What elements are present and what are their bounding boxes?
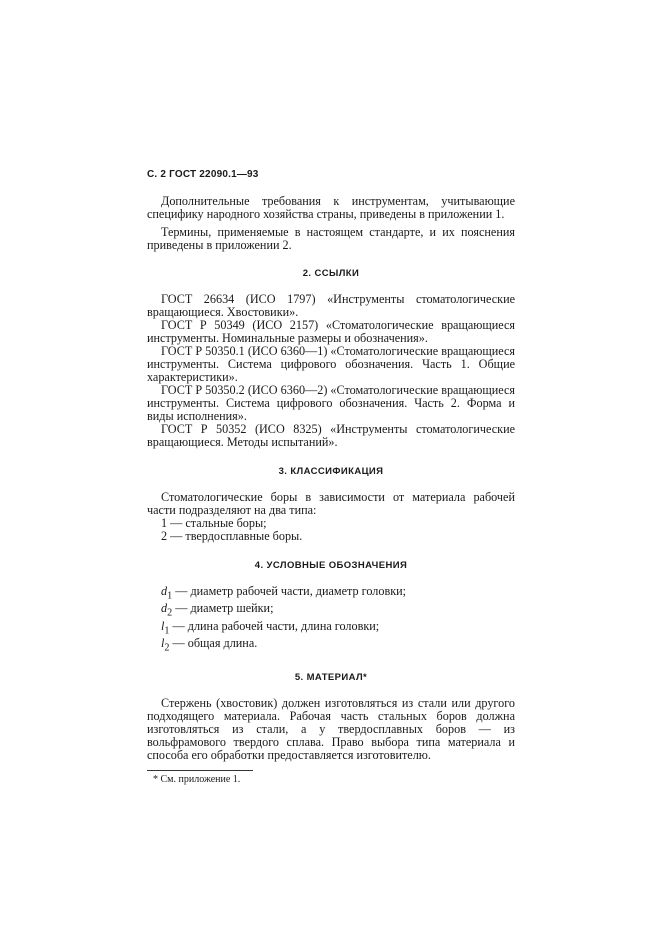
document-body [147, 195, 515, 786]
reference-item: ГОСТ 26634 (ИСО 1797) «Инструменты стоматологические вращающиеся. Хвостовики». [147, 292, 515, 319]
classification-text: Стоматологические боры в зависимости от материала рабочей части подразделяют на два типа: [147, 490, 515, 517]
section-title-classification: 3. КЛАССИФИКАЦИЯ [278, 466, 384, 477]
symbol-subscript: 2 [167, 607, 173, 619]
symbol-description: — общая длина. [169, 636, 258, 651]
section-title-symbols: 4. УСЛОВНЫЕ ОБОЗНАЧЕНИЯ [254, 560, 408, 571]
symbol-subscript: 2 [164, 642, 170, 654]
reference-item: ГОСТ Р 50350.2 (ИСО 6360—2) «Стоматологические вращающиеся инструменты. Система цифрового обозначения. Часть 2. Форма и виды исполнения». [147, 383, 515, 423]
symbol-description: — длина рабочей части, длина головки; [169, 618, 380, 633]
reference-item: ГОСТ Р 50352 (ИСО 8325) «Инструменты стоматологические вращающиеся. Методы испытаний». [147, 422, 515, 449]
symbol-item [147, 585, 515, 602]
page-header: С. 2 ГОСТ 22090.1—93 [147, 169, 259, 180]
symbol-description: — диаметр шейки; [172, 601, 274, 616]
classification-item: 1 — стальные боры; [161, 516, 267, 530]
symbol-subscript: 1 [167, 590, 173, 602]
section-title-references: 2. ССЫЛКИ [302, 268, 360, 279]
symbol: d [161, 584, 168, 598]
footnote: * См. приложение 1. [147, 770, 253, 786]
section-title-material: 5. МАТЕРИАЛ* [294, 671, 368, 683]
symbol: l [161, 618, 165, 633]
symbol-description: — диаметр рабочей части, диаметр головки; [172, 584, 407, 598]
reference-item: ГОСТ Р 50349 (ИСО 2157) «Стоматологические вращающиеся инструменты. Номинальные размеры и обозначения». [147, 318, 515, 345]
symbol-item [147, 637, 515, 654]
symbol: d [161, 601, 168, 616]
intro-paragraph-1: Дополнительные требования к инструментам, учитывающие специфику народного хозяйства страны, приведены в приложении 1. [147, 194, 515, 221]
material-text: Стержень (хвостовик) должен изготовляться из стали или другого подходящего материала. Рабочая часть стальных боров должна изготовляться из стали, а у твердосплавных боров — из вольфрамового твердого сплава. Право выбора типа материала и способа его обработки предоставляется изготовителю. [147, 695, 515, 762]
symbol: l [161, 636, 165, 651]
symbol-subscript: 1 [164, 625, 170, 637]
classification-item: 2 — твердосплавные боры. [161, 529, 303, 543]
symbol-item [147, 602, 515, 619]
reference-item: ГОСТ Р 50350.1 (ИСО 6360—1) «Стоматологические вращающиеся инструменты. Система цифрового обозначения. Часть 1. Общие характеристики». [147, 344, 515, 384]
intro-paragraph-2: Термины, применяемые в настоящем стандарте, и их пояснения приведены в приложении 2. [147, 225, 515, 252]
symbol-item [147, 620, 515, 637]
